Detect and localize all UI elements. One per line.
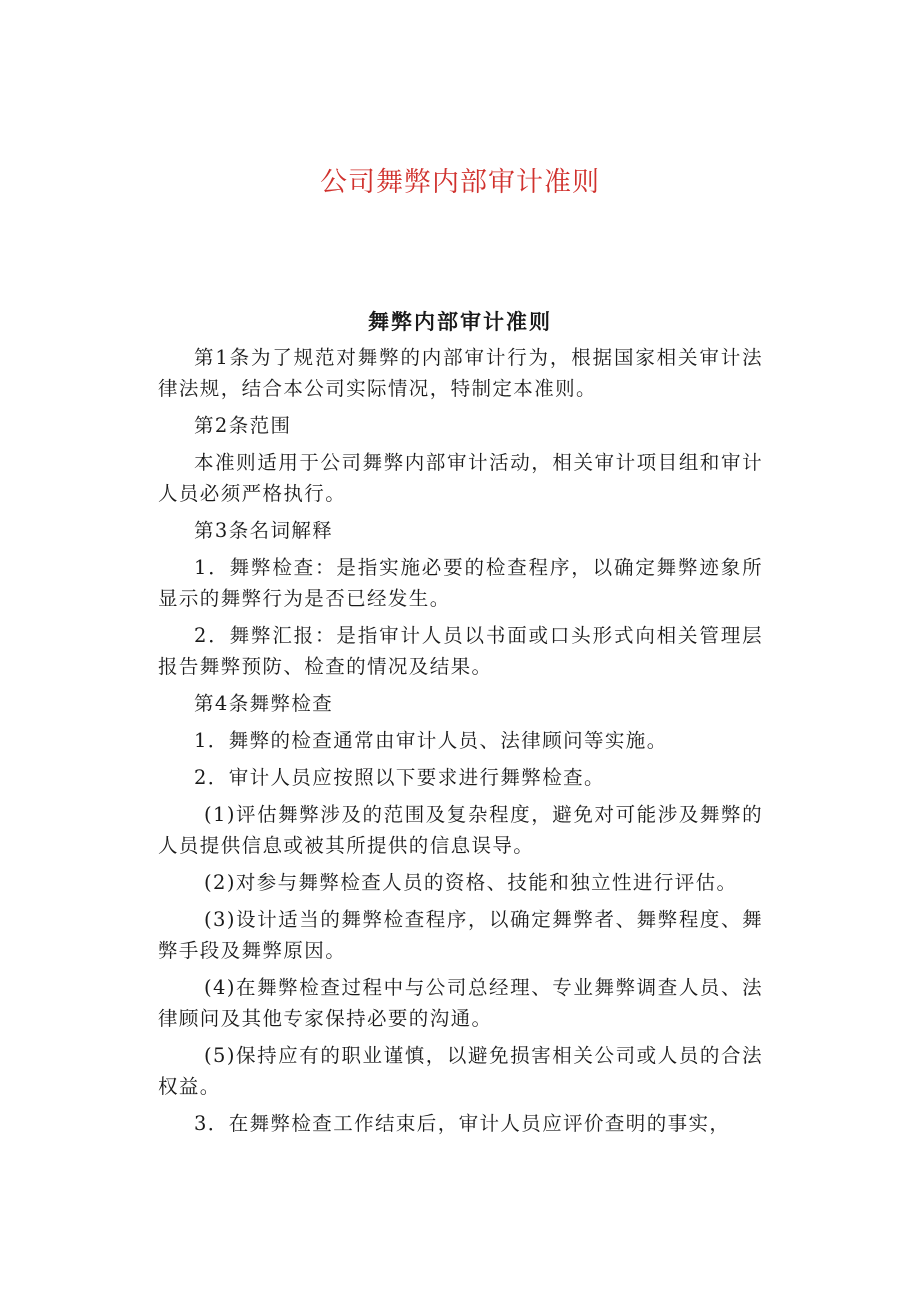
paragraph-article-3-heading: 第3条名词解释 bbox=[194, 519, 334, 542]
paragraph-article-1: 第1条为了规范对舞弊的内部审计行为，根据国家相关审计法律法规，结合本公司实际情况，特制定本准则。 bbox=[158, 346, 763, 400]
paragraph-requirement-4: (4)在舞弊检查过程中与公司总经理、专业舞弊调查人员、法律顾问及其他专家保持必要的沟通。 bbox=[158, 976, 763, 1030]
paragraph-article-2-heading: 第2条范围 bbox=[194, 414, 292, 437]
paragraph-requirement-5: (5)保持应有的职业谨慎，以避免损害相关公司或人员的合法权益。 bbox=[158, 1044, 763, 1098]
paragraph-check-3: 3．在舞弊检查工作结束后，审计人员应评价查明的事实， bbox=[194, 1112, 731, 1135]
paragraph-check-2: 2．审计人员应按照以下要求进行舞弊检查。 bbox=[194, 766, 605, 789]
paragraph-definition-2: 2．舞弊汇报：是指审计人员以书面或口头形式向相关管理层报告舞弊预防、检查的情况及结果。 bbox=[158, 624, 763, 678]
section-title: 舞弊内部审计准则 bbox=[368, 309, 552, 334]
paragraph-scope: 本准则适用于公司舞弊内部审计活动，相关审计项目组和审计人员必须严格执行。 bbox=[158, 451, 763, 505]
document-body bbox=[158, 342, 763, 1145]
paragraph-requirement-2: (2)对参与舞弊检查人员的资格、技能和独立性进行评估。 bbox=[204, 871, 738, 894]
paragraph-definition-1: 1．舞弊检查：是指实施必要的检查程序，以确定舞弊迹象所显示的舞弊行为是否已经发生。 bbox=[158, 556, 763, 610]
paragraph-check-1: 1．舞弊的检查通常由审计人员、法律顾问等实施。 bbox=[194, 729, 668, 752]
document-title: 公司舞弊内部审计准则 bbox=[320, 167, 600, 198]
paragraph-requirement-3: (3)设计适当的舞弊检查程序，以确定舞弊者、舞弊程度、舞弊手段及舞弊原因。 bbox=[158, 908, 763, 962]
paragraph-requirement-1: (1)评估舞弊涉及的范围及复杂程度，避免对可能涉及舞弊的人员提供信息或被其所提供的信息误导。 bbox=[158, 803, 763, 857]
paragraph-article-4-heading: 第4条舞弊检查 bbox=[194, 692, 334, 715]
